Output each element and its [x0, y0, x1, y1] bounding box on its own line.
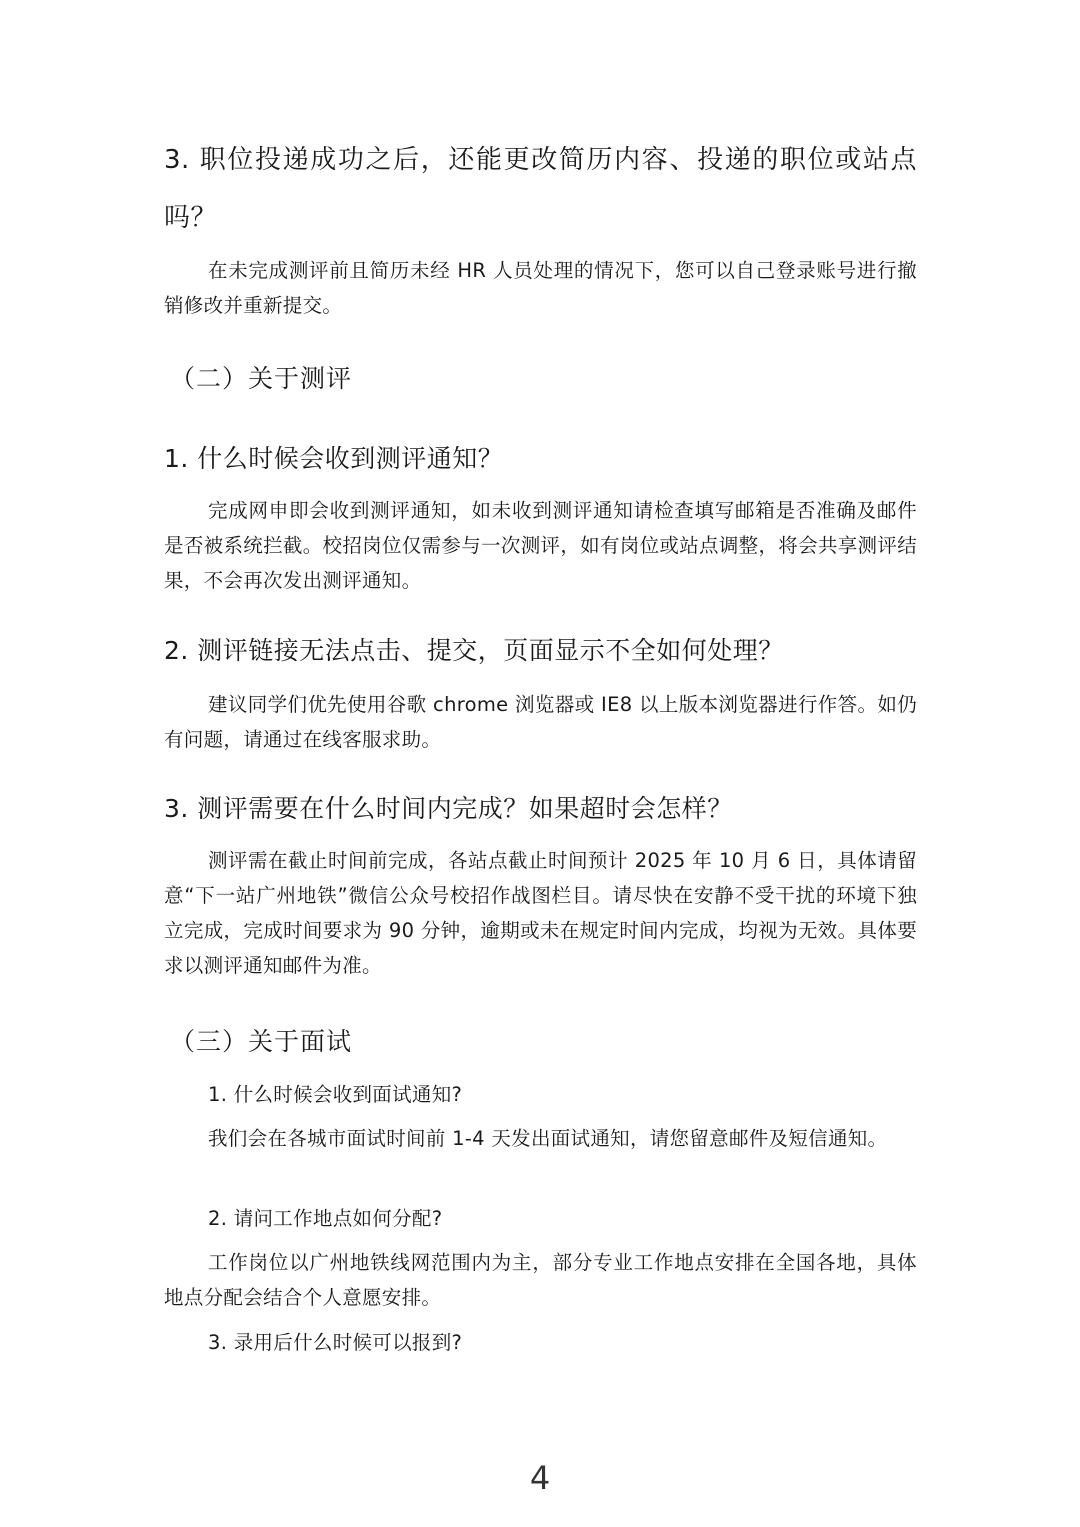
answer-paragraph: 工作岗位以广州地铁线网范围内为主，部分专业工作地点安排在全国各地，具体地点分配会结合个人意愿安排。: [164, 1251, 917, 1309]
sub-question: 1. 什么时候会收到面试通知?: [208, 1083, 463, 1106]
answer-paragraph: 完成网申即会收到测评通知，如未收到测评通知请检查填写邮箱是否准确及邮件是否被系统拦截。校招岗位仅需参与一次测评，如有岗位或站点调整，将会共享测评结果，不会再次发出测评通知。: [164, 499, 917, 592]
section-heading: （三）关于面试: [170, 1027, 353, 1056]
question-heading: 3. 职位投递成功之后，还能更改简历内容、投递的职位或站点吗？: [164, 145, 917, 233]
page-number: 4: [529, 1459, 551, 1497]
question-heading: 1. 什么时候会收到测评通知？: [164, 444, 504, 473]
answer-paragraph: 测评需在截止时间前完成，各站点截止时间预计 2025 年 10 月 6 日，具体请留意“下一站广州地铁”微信公众号校招作战图栏目。请尽快在安静不受干扰的环境下独立完成，完成时间要求为 90 分钟，逾期或未在规定时间内完成，均视为无效。具体要求以测评通知邮件为准。: [164, 849, 917, 977]
question-heading: 2. 测评链接无法点击、提交，页面显示不全如何处理？: [164, 636, 784, 665]
answer-paragraph: 建议同学们优先使用谷歌 chrome 浏览器或 IE8 以上版本浏览器进行作答。如仍有问题，请通过在线客服求助。: [164, 693, 917, 751]
question-heading: 3. 测评需要在什么时间内完成？如果超时会怎样？: [164, 794, 733, 823]
sub-question: 3. 录用后什么时候可以报到?: [208, 1331, 463, 1354]
sub-question: 2. 请问工作地点如何分配?: [208, 1207, 443, 1230]
answer-paragraph: 我们会在各城市面试时间前 1-4 天发出面试通知，请您留意邮件及短信通知。: [208, 1127, 888, 1150]
section-heading: （二）关于测评: [170, 364, 353, 393]
answer-paragraph: 在未完成测评前且简历未经 HR 人员处理的情况下，您可以自己登录账号进行撤销修改并重新提交。: [164, 259, 917, 317]
